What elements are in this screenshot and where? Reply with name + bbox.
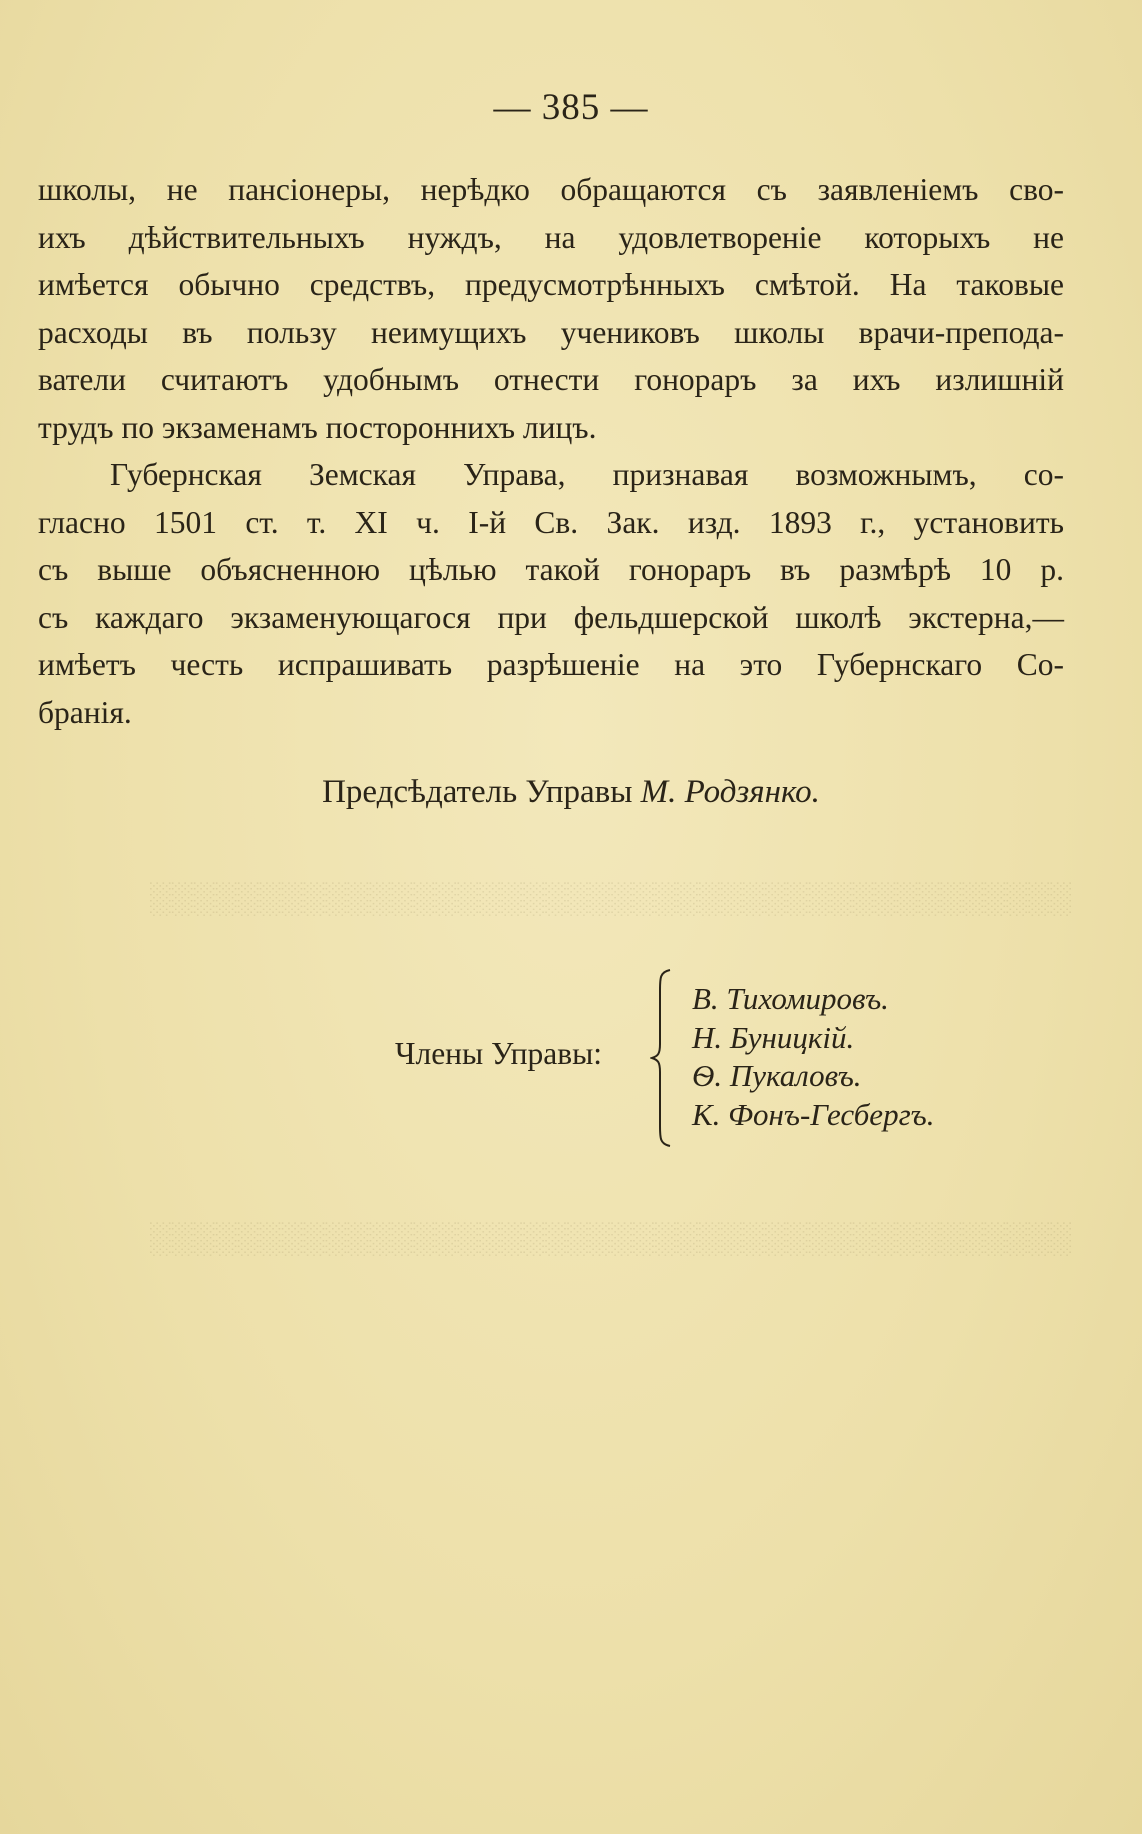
chairman-name: М. Родзянко. bbox=[640, 774, 820, 810]
member-name: Ѳ. Пукаловъ. bbox=[692, 1058, 862, 1093]
text-line: имѣетъ честь испрашивать разрѣшеніе на это Губернскаго Со- bbox=[38, 647, 1064, 682]
text-line: имѣется обычно средствъ, предусмотрѣнныхъ смѣтой. На таковые bbox=[38, 267, 1064, 302]
chairman-signature bbox=[0, 774, 1142, 811]
page-number: — 385 — bbox=[493, 87, 649, 128]
paragraph-1 bbox=[38, 166, 1064, 451]
text-line: съ каждаго экзаменующагося при фельдшерской школѣ экстерна,— bbox=[38, 599, 1064, 635]
paragraph-2 bbox=[38, 451, 1064, 736]
text-line: ихъ дѣйствительныхъ нуждъ, на удовлетвореніе которыхъ не bbox=[38, 219, 1064, 255]
member-name: В. Тихомировъ. bbox=[692, 981, 889, 1016]
show-through-texture: ░░░░░░░░░░░░░░░░░░░░░░░░░░░░░░░░░░░░░░░░░░ bbox=[150, 1220, 1073, 1255]
text-line: гласно 1501 ст. т. XI ч. I-й Св. Зак. изд. 1893 г., установить bbox=[38, 504, 1064, 540]
text-line: расходы въ пользу неимущихъ учениковъ школы врачи-препода- bbox=[38, 314, 1064, 350]
chairman-title: Предсѣдатель Управы bbox=[322, 774, 633, 810]
text-line: трудъ по экзаменамъ постороннихъ лицъ. bbox=[38, 409, 597, 445]
text-line: ватели считаютъ удобнымъ отнести гонораръ за ихъ излишній bbox=[38, 362, 1064, 397]
text-line: школы, не пансіонеры, нерѣдко обращаются съ заявленіемъ сво- bbox=[38, 172, 1064, 207]
curly-brace-icon bbox=[650, 968, 674, 1148]
text-line: съ выше объясненною цѣлью такой гонораръ въ размѣрѣ 10 р. bbox=[38, 552, 1064, 587]
member-name: К. Фонъ-Гесбергъ. bbox=[692, 1096, 935, 1132]
text-line: Губернская Земская Управа, признавая возможнымъ, со- bbox=[110, 457, 1064, 492]
members-label: Члены Управы: bbox=[395, 1036, 602, 1071]
members-list bbox=[692, 980, 935, 1134]
text-line: бранія. bbox=[38, 694, 132, 730]
show-through-texture: ░░░░░░░░░░░░░░░░░░░░░░░░░░░░░░░░░░░░░░░░░░ bbox=[150, 880, 1073, 915]
member-name: Н. Буницкій. bbox=[692, 1019, 855, 1055]
body-text bbox=[38, 166, 1064, 736]
